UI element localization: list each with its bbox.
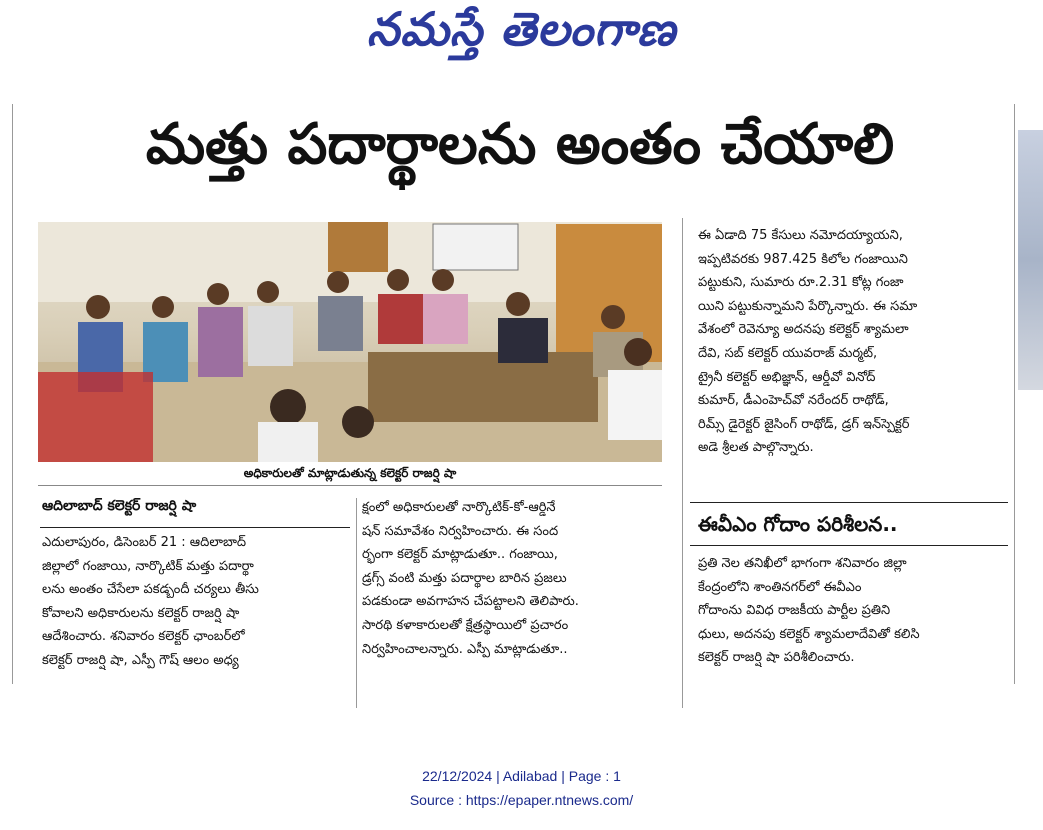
text-line: ఈ ఏడాది 75 కేసులు నమోదయ్యాయని, <box>698 228 903 243</box>
text-line: అడె శ్రీలత పాల్గొన్నారు. <box>698 440 814 456</box>
text-line: కుమార్, డీఎంహెచ్‌వో నరేందర్ రాథోడ్, <box>698 393 889 409</box>
text-line: నిర్వహించాలన్నారు. ఎస్పీ మాట్లాడుతూ.. <box>362 641 568 657</box>
text-line: సారథి కళాకారులతో క్షేత్రస్థాయిలో ప్రచారం <box>362 617 569 633</box>
text-line: ఆదేశించారు. శనివారం కలెక్టర్ ఛాంబర్‌లో <box>42 629 245 645</box>
article-headline: మత్తు పదార్థాలను అంతం చేయాలి <box>145 112 895 177</box>
text-line: జిల్లాలో గంజాయి, నార్కొటిక్ మత్తు పదార్థా <box>42 558 254 574</box>
right-border <box>1014 104 1015 684</box>
footer-date-line: 22/12/2024 | Adilabad | Page : 1 <box>422 768 621 784</box>
text-line: పట్టుకుని, సుమారు రూ.2.31 కోట్ల గంజా <box>698 275 904 291</box>
footer-source-link[interactable]: Source : https://epaper.ntnews.com/ <box>409 792 634 808</box>
article-column-2 <box>362 496 579 661</box>
text-line: ప్రతి నెల తనిఖీలో భాగంగా శనివారం జిల్లా <box>698 556 907 571</box>
text-line: ఇప్పటివరకు 987.425 కిలోల గంజాయిని <box>698 251 908 267</box>
text-line: గోదాంను వివిధ రాజకీయ పార్టీల ప్రతిని <box>698 603 891 619</box>
text-line: షన్ సమావేశం నిర్వహించారు. ఈ సంద <box>362 523 559 539</box>
byline-divider <box>40 527 350 528</box>
text-line: యిని పట్టుకున్నామని పేర్కొన్నారు. ఈ సమా <box>698 298 918 314</box>
text-line: ర్భంగా కలెక్టర్ మాట్లాడుతూ.. గంజాయి, <box>362 547 558 563</box>
text-line: ధులు, అదనపు కలెక్టర్ శ్యామలాదేవితో కలిసి <box>698 626 920 642</box>
masthead-logo: నమస్తే తెలంగాణ <box>366 2 677 56</box>
text-line: ట్రైనీ కలెక్టర్ అభిజ్ఞాన్, ఆర్డీవో వినోద్ <box>698 369 876 385</box>
text-line: రిమ్స్ డైరెక్టర్ జైసింగ్ రాథోడ్, డ్రగ్ ఇన్‌స్పెక్టర్ <box>698 416 910 432</box>
text-line: కేంద్రంలోని శాంతినగర్‌లో ఈవీఎం <box>698 579 862 595</box>
column-divider <box>356 498 357 708</box>
text-line: ఎదులాపురం, డిసెంబర్ 21 : ఆదిలాబాద్ <box>42 535 247 550</box>
text-line: క్షంలో అధికారులతో నార్కొటిక్-కో-ఆర్డినే <box>362 500 556 515</box>
caption-divider <box>38 485 662 486</box>
article-column-3 <box>698 224 917 460</box>
article-byline: ఆదిలాబాద్ కలెక్టర్ రాజర్షి షా <box>42 498 197 514</box>
section-divider <box>690 502 1008 503</box>
left-border <box>12 104 13 684</box>
adjacent-page-strip <box>1018 130 1043 390</box>
section-divider <box>690 545 1008 546</box>
text-line: దేవి, సబ్ కలెక్టర్ యువరాజ్ మర్మట్, <box>698 345 878 361</box>
sidebar-article-body <box>698 552 920 670</box>
text-line: కలెక్టర్ రాజర్షి షా, ఎస్పీ గౌష్ ఆలం అధ్య <box>42 652 239 668</box>
text-line: డ్రగ్స్ వంటి మత్తు పదార్థాల బారిన ప్రజలు <box>362 570 567 586</box>
text-line: లను అంతం చేసేలా పకడ్బందీ చర్యలు తీసు <box>42 582 259 598</box>
column-divider <box>682 218 683 708</box>
text-line: పడకుండా అవగాహన చేపట్టాలని తెలిపారు. <box>362 594 579 610</box>
article-column-1 <box>42 531 259 673</box>
article-photo <box>38 222 662 462</box>
sidebar-headline: ఈవీఎం గోదాం పరిశీలన.. <box>698 512 898 536</box>
photo-caption: అధికారులతో మాట్లాడుతున్న కలెక్టర్ రాజర్షి షా <box>243 466 457 480</box>
text-line: వేశంలో రెవెన్యూ అదనపు కలెక్టర్ శ్యామలా <box>698 322 909 338</box>
meeting-photo-illustration <box>38 222 662 462</box>
text-line: కోవాలని అధికారులను కలెక్టర్ రాజర్షి షా <box>42 605 240 621</box>
text-line: కలెక్టర్ రాజర్షి షా పరిశీలించారు. <box>698 650 855 666</box>
